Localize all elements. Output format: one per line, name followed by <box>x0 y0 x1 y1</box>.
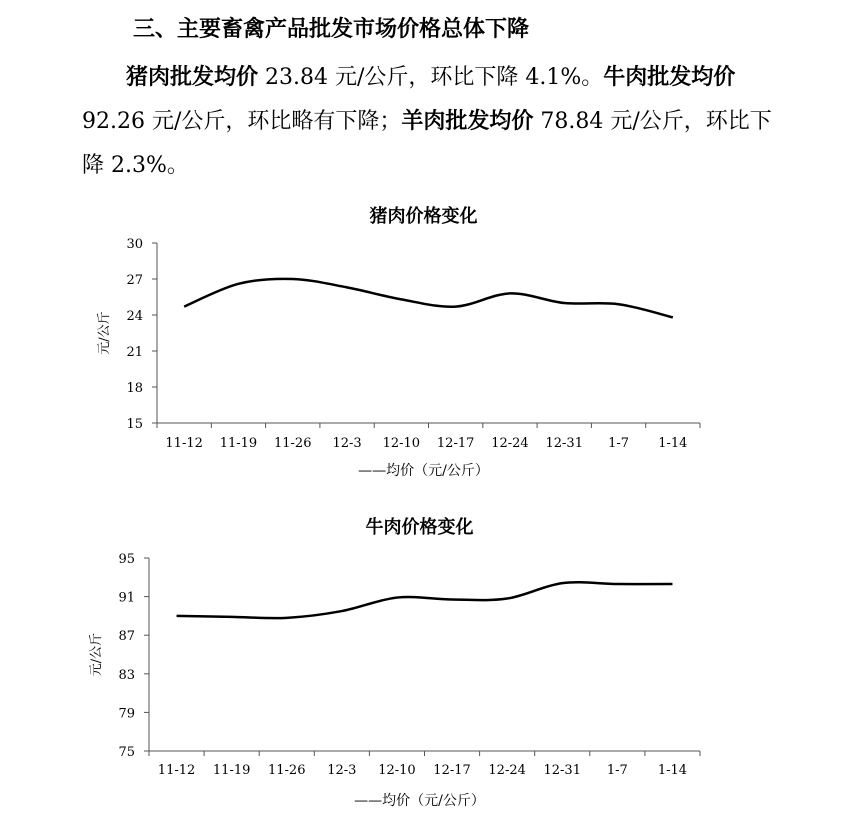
y-tick-label: 27 <box>126 273 143 288</box>
x-tick-label: 12-24 <box>491 436 529 451</box>
mutton-label: 羊肉批发均价 <box>401 109 534 134</box>
y-tick-label: 15 <box>126 417 143 432</box>
x-tick-label: 12-3 <box>327 763 357 778</box>
beef-label: 牛肉批发均价 <box>603 65 736 90</box>
section-heading: 三、主要畜禽产品批发市场价格总体下降 <box>133 17 530 42</box>
beef-text: 92.26 元/公斤，环比略有下降； <box>82 109 402 134</box>
summary-paragraph <box>82 56 782 188</box>
y-tick-label: 18 <box>126 381 143 396</box>
x-tick-label: 11-12 <box>157 763 196 778</box>
y-tick-label: 83 <box>118 667 135 683</box>
x-tick-label: 12-31 <box>543 763 581 778</box>
y-tick-label: 21 <box>126 345 143 360</box>
pork-price-chart <box>0 195 860 495</box>
y-tick-label: 87 <box>118 629 135 645</box>
x-tick-label: 11-19 <box>219 436 258 451</box>
x-tick-label: 12-17 <box>436 436 475 451</box>
y-tick-label: 24 <box>126 309 143 324</box>
series-line <box>177 582 673 618</box>
pork-label: 猪肉批发均价 <box>126 65 259 90</box>
x-tick-label: 1-14 <box>657 763 688 778</box>
y-tick-label: 91 <box>118 590 135 606</box>
mutton-text: 78.84 元/公斤，环比下降 2.3%。 <box>82 109 772 178</box>
y-axis-label: 元/公斤 <box>89 632 104 677</box>
x-tick-label: 11-26 <box>274 436 312 451</box>
chart-title: 猪肉价格变化 <box>369 206 478 227</box>
y-axis-label: 元/公斤 <box>97 311 112 355</box>
x-tick-label: 12-24 <box>488 763 526 778</box>
y-tick-label: 95 <box>118 552 135 567</box>
x-tick-label: 12-3 <box>332 436 362 451</box>
x-tick-label: 1-7 <box>608 436 630 451</box>
legend: ——均价（元/公斤） <box>358 463 489 479</box>
x-tick-label: 12-10 <box>382 436 421 451</box>
series-line <box>184 279 673 318</box>
y-tick-label: 30 <box>126 237 143 252</box>
y-tick-label: 75 <box>118 745 135 760</box>
x-tick-label: 1-7 <box>606 763 628 778</box>
x-tick-label: 11-26 <box>268 763 306 778</box>
x-tick-label: 12-10 <box>378 763 416 778</box>
legend: ——均价（元/公斤） <box>354 793 485 809</box>
chart-title: 牛肉价格变化 <box>365 517 474 538</box>
y-tick-label: 79 <box>118 706 135 722</box>
x-tick-label: 11-12 <box>165 436 203 451</box>
beef-price-chart <box>0 500 860 813</box>
x-tick-label: 1-14 <box>658 436 688 451</box>
x-tick-label: 12-17 <box>433 763 471 778</box>
x-tick-label: 12-31 <box>545 436 583 451</box>
x-tick-label: 11-19 <box>212 763 251 778</box>
pork-text: 23.84 元/公斤，环比下降 4.1%。 <box>258 65 604 90</box>
